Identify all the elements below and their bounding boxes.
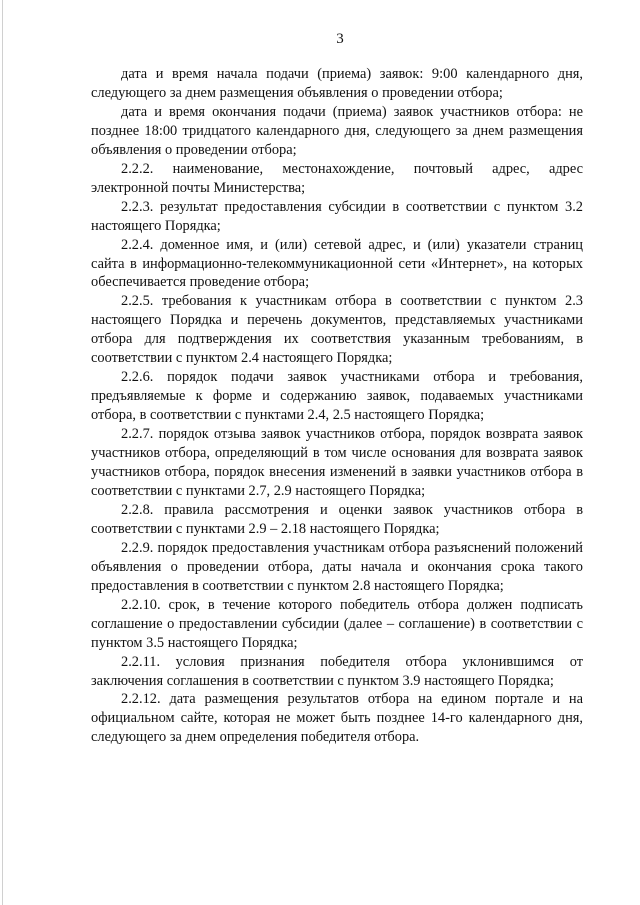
paragraph-2-2-2: 2.2.2. наименование, местонахождение, почтовый адрес, адрес электронной почты Министерства; — [91, 160, 583, 196]
paragraph-start-date: дата и время начала подачи (приема) заявок: 9:00 календарного дня, следующего за днем размещения объявления о проведении отбора; — [91, 66, 583, 101]
paragraph-2-2-9: 2.2.9. порядок предоставления участникам отбора разъяснений положений объявления о проведении отбора, даты начала и окончания срока такого предоставления в соответствии с пунктом 2.8 настоящего Порядка; — [91, 539, 583, 594]
paragraph-2-2-6: 2.2.6. порядок подачи заявок участниками отбора и требования, предъявляемые к форме и содержанию заявок, подаваемых участниками отбора, в соответствии с пунктами 2.4, 2.5 настоящего Порядка; — [91, 369, 583, 424]
paragraph-2-2-3: 2.2.3. результат предоставления субсидии в соответствии с пунктом 3.2 настоящего Порядка; — [91, 198, 583, 234]
paragraph-2-2-4: 2.2.4. доменное имя, и (или) сетевой адрес, и (или) указатели страниц сайта в информационно-телекоммуникационной сети «Интернет», на которых обеспечивается проведение отбора; — [91, 236, 583, 291]
paragraph-2-2-8: 2.2.8. правила рассмотрения и оценки заявок участников отбора в соответствии с пунктами 2.9 – 2.18 настоящего Порядка; — [91, 501, 583, 537]
paragraph-2-2-5: 2.2.5. требования к участникам отбора в соответствии с пунктом 2.3 настоящего Порядка и перечень документов, представляемых участниками отбора для подтверждения их соответствия указанным требованиям, в соответствии с пунктом 2.4 настоящего Порядка; — [91, 293, 583, 367]
paragraph-2-2-10: 2.2.10. срок, в течение которого победитель отбора должен подписать соглашение о предоставлении субсидии (далее – соглашение) в соответствии с пунктом 3.5 настоящего Порядка; — [91, 596, 583, 651]
paragraph-2-2-12: 2.2.12. дата размещения результатов отбора на едином портале и на официальном сайте, которая не может быть позднее 14-го календарного дня, следующего за днем определения победителя отбора. — [91, 691, 583, 746]
paragraph-2-2-7: 2.2.7. порядок отзыва заявок участников отбора, порядок возврата заявок участников отбора, определяющий в том числе основания для возврата заявок участников отбора, порядок внесения изменений в заявки участников отбора в соответствии с пунктами 2.7, 2.9 настоящего Порядка; — [91, 426, 583, 499]
paragraph-2-2-11: 2.2.11. условия признания победителя отбора уклонившимся от заключения соглашения в соответствии с пунктом 3.9 настоящего Порядка; — [91, 653, 583, 689]
page-number: 3 — [336, 31, 344, 47]
document-body — [91, 65, 583, 747]
scan-edge — [2, 0, 3, 905]
paragraph-end-date: дата и время окончания подачи (приема) заявок участников отбора: не позднее 18:00 тридцатого календарного дня, следующего за днем размещения объявления о проведении отбора; — [91, 103, 583, 158]
